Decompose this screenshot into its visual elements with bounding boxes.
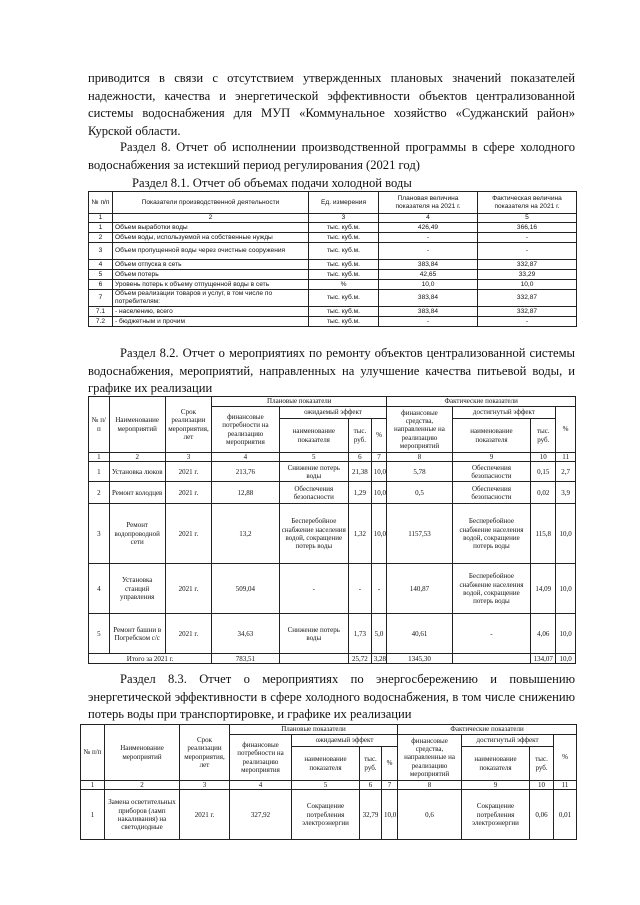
col-header-pct: %	[371, 419, 387, 453]
table-row	[89, 270, 577, 280]
row-rub-fact: 0,06	[530, 790, 554, 840]
table-row	[89, 233, 577, 243]
row-name: Ремонт водопроводной сети	[109, 504, 165, 564]
table-row	[89, 223, 577, 233]
col-header-indicator: наименование показателя	[452, 419, 531, 453]
row-no: 1	[89, 462, 110, 482]
col-header-plan: Плановая величина показателя на 2021 г.	[379, 192, 478, 214]
row-term: 2021 г.	[165, 614, 212, 654]
col-number: 3	[309, 214, 379, 223]
col-header-fin-plan: финансовые потребности на реализацию мероприятия	[230, 735, 292, 781]
row-no: 2	[89, 482, 110, 504]
col-number: 3	[180, 781, 230, 790]
col-header-indicator: наименование показателя	[292, 747, 360, 781]
row-unit: тыс. куб.м.	[309, 223, 379, 233]
row-indicator-fact: Обеспечения безопасности	[452, 462, 531, 482]
table-row	[89, 482, 576, 504]
col-header-rub: тыс. руб.	[530, 747, 554, 781]
row-pct-fact: 10,0	[556, 504, 576, 564]
col-header-pct: %	[382, 747, 398, 781]
col-header-fin-fact: финансовые средства, направленные на реализацию мероприятий	[387, 407, 452, 453]
row-no: 4	[89, 260, 113, 270]
table-row	[89, 564, 576, 614]
row-name: Объем воды, используемой на собственные нужды	[113, 233, 309, 243]
row-fin: 13,2	[212, 504, 279, 564]
row-rub-fact: 115,8	[531, 504, 556, 564]
row-pct-fact: 3,9	[556, 482, 576, 504]
row-unit: тыс. куб.м.	[309, 270, 379, 280]
row-unit: %	[309, 280, 379, 290]
row-indicator-fact: Бесперебойное снабжение населения водой, сокращение потерь воды	[452, 564, 531, 614]
row-fact: 33,29	[478, 270, 577, 280]
col-header-fact: Фактические показатели	[398, 725, 577, 735]
row-rub: 1,32	[349, 504, 372, 564]
row-fact: -	[478, 233, 577, 243]
table-water-volumes	[88, 191, 577, 327]
row-no: 3	[89, 243, 113, 260]
row-rub-fact: 0,02	[531, 482, 556, 504]
col-header-indicator: наименование показателя	[279, 419, 348, 453]
row-indicator: Обеспечения безопасности	[279, 482, 348, 504]
col-header-fact: Фактические показатели	[387, 397, 576, 407]
col-number: 1	[89, 214, 113, 223]
row-fin-fact: 0,6	[398, 790, 462, 840]
row-name: Установка станций управления	[109, 564, 165, 614]
row-fact: 332,87	[478, 307, 577, 317]
row-rub-fact: 14,09	[531, 564, 556, 614]
col-number: 7	[371, 453, 387, 462]
col-number: 2	[113, 214, 309, 223]
row-term: 2021 г.	[180, 790, 230, 840]
col-header-no: № п/п	[89, 397, 110, 453]
section-8-2-heading: Раздел 8.2. Отчет о мероприятиях по ремонту объектов централизованной системы водоснабжения, мероприятий, направленных на улучшение качества питьевой воды, и графике их реализации	[88, 346, 575, 395]
col-header-fin-fact: финансовые средства, направленные на реализацию мероприятий	[398, 735, 462, 781]
col-header-expected: ожидаемый эффект	[279, 407, 387, 419]
col-header-name: Наименование мероприятий	[105, 725, 180, 781]
table-row	[89, 243, 577, 260]
row-rub-fact: 4,06	[531, 614, 556, 654]
col-header-term: Срок реализации мероприятия, лет	[180, 725, 230, 781]
row-indicator-fact: Сокращение потребления электроэнергии	[462, 790, 530, 840]
total-pct: 3,28	[371, 654, 387, 664]
col-number: 5	[292, 781, 360, 790]
total-fin-fact: 1345,30	[387, 654, 452, 664]
row-fact: 10,0	[478, 280, 577, 290]
row-plan: -	[379, 243, 478, 260]
total-empty	[279, 654, 348, 664]
col-header-rub: тыс. руб.	[531, 419, 556, 453]
col-number: 4	[212, 453, 279, 462]
row-indicator-fact: -	[452, 614, 531, 654]
row-no: 7.2	[89, 317, 113, 327]
row-plan: 426,49	[379, 223, 478, 233]
row-fin-fact: 40,61	[387, 614, 452, 654]
table-row	[89, 317, 577, 327]
row-fact: 366,16	[478, 223, 577, 233]
row-fact: -	[478, 243, 577, 260]
col-number: 10	[530, 781, 554, 790]
col-header-no: № п/п	[89, 192, 113, 214]
row-pct: 5,0	[371, 614, 387, 654]
row-rub: 1,29	[349, 482, 372, 504]
total-pct-fact: 10,0	[556, 654, 576, 664]
col-header-fact: Фактическая величина показателя на 2021 г.	[478, 192, 577, 214]
table-total-row	[89, 654, 576, 664]
row-indicator-fact: Бесперебойное снабжение населения водой, сокращение потерь воды	[452, 504, 531, 564]
row-term: 2021 г.	[165, 504, 212, 564]
col-number: 9	[452, 453, 531, 462]
col-header-fin-plan: финансовые потребности на реализацию мероприятия	[212, 407, 279, 453]
total-empty	[452, 654, 531, 664]
row-fin: 12,88	[212, 482, 279, 504]
col-number: 11	[554, 781, 577, 790]
col-number: 4	[230, 781, 292, 790]
row-fin: 327,92	[230, 790, 292, 840]
row-pct-fact: 10,0	[556, 614, 576, 654]
row-pct: 10,0	[371, 462, 387, 482]
col-number: 2	[105, 781, 180, 790]
col-number: 6	[360, 781, 382, 790]
col-header-term: Срок реализации мероприятия, лет	[165, 397, 212, 453]
total-rub-fact: 134,07	[531, 654, 556, 664]
row-unit: тыс. куб.м.	[309, 290, 379, 307]
row-term: 2021 г.	[165, 482, 212, 504]
row-unit: тыс. куб.м.	[309, 233, 379, 243]
table-row	[89, 614, 576, 654]
col-header-expected: ожидаемый эффект	[292, 735, 398, 747]
row-no: 1	[81, 790, 105, 840]
intro-paragraph: приводится в связи с отсутствием утвержденных плановых значений показателей надежности, качества и энергетической эффективности объектов централизованной системы водоснабжения для МУП «Коммунальное хозяйство «Суджанский район» Курской области.	[88, 71, 575, 138]
table-row	[89, 290, 577, 307]
row-fact: -	[478, 317, 577, 327]
row-term: 2021 г.	[165, 564, 212, 614]
table-row	[81, 790, 577, 840]
row-fin-fact: 1157,53	[387, 504, 452, 564]
row-unit: тыс. куб.м.	[309, 307, 379, 317]
row-name: Объем потерь	[113, 270, 309, 280]
col-number: 2	[109, 453, 165, 462]
row-no: 3	[89, 504, 110, 564]
col-header-unit: Ед. измерения	[309, 192, 379, 214]
row-plan: 383,84	[379, 260, 478, 270]
row-unit: тыс. куб.м.	[309, 317, 379, 327]
row-fin: 213,76	[212, 462, 279, 482]
table-row	[89, 280, 577, 290]
table-row	[89, 307, 577, 317]
col-number: 3	[165, 453, 212, 462]
row-no: 1	[89, 223, 113, 233]
row-plan: -	[379, 233, 478, 243]
row-unit: тыс. куб.м.	[309, 243, 379, 260]
row-name: Замена осветительных приборов (ламп накаливания) на светодиодные	[105, 790, 180, 840]
row-name: Объем отпуска в сеть	[113, 260, 309, 270]
col-header-pct: %	[554, 735, 577, 781]
col-number: 9	[462, 781, 530, 790]
row-name: - населению, всего	[113, 307, 309, 317]
col-header-indicator: Показатели производственной деятельности	[113, 192, 309, 214]
col-header-achieved: достигнутый эффект	[462, 735, 554, 747]
row-no: 2	[89, 233, 113, 243]
section-8-heading: Раздел 8. Отчет об исполнении производственной программы в сфере холодного водоснабжения за истекший период регулирования (2021 год)	[88, 140, 575, 172]
col-header-plan: Плановые показатели	[230, 725, 398, 735]
row-no: 6	[89, 280, 113, 290]
row-indicator: Снижение потерь воды	[279, 462, 348, 482]
col-number: 11	[556, 453, 576, 462]
row-name: Объем реализации товаров и услуг, в том числе по потребителям:	[113, 290, 309, 307]
row-name: Объем пропущенной воды через очистные сооружения	[113, 243, 309, 260]
row-pct-fact: 10,0	[556, 564, 576, 614]
col-header-rub: тыс. руб.	[360, 747, 382, 781]
row-name: Установка люков	[109, 462, 165, 482]
row-plan: 42,65	[379, 270, 478, 280]
col-number: 5	[279, 453, 348, 462]
row-indicator: Снижение потерь воды	[279, 614, 348, 654]
row-rub: -	[349, 564, 372, 614]
total-label: Итого за 2021 г.	[89, 654, 212, 664]
row-indicator: Сокращение потребления электроэнергии	[292, 790, 360, 840]
row-indicator: Бесперебойное снабжение населения водой, сокращение потерь воды	[279, 504, 348, 564]
row-name: Уровень потерь к объему отпущенной воды в сеть	[113, 280, 309, 290]
col-header-achieved: достигнутый эффект	[452, 407, 556, 419]
row-plan: 383,84	[379, 307, 478, 317]
table-row	[89, 462, 576, 482]
row-fin-fact: 140,87	[387, 564, 452, 614]
row-plan: 383,84	[379, 290, 478, 307]
row-pct: 10,0	[371, 504, 387, 564]
row-term: 2021 г.	[165, 462, 212, 482]
row-fact: 332,87	[478, 290, 577, 307]
row-pct: 10,0	[371, 482, 387, 504]
row-indicator: -	[279, 564, 348, 614]
col-header-rub: тыс. руб.	[349, 419, 372, 453]
row-no: 4	[89, 564, 110, 614]
col-number: 10	[531, 453, 556, 462]
row-name: Ремонт колодцев	[109, 482, 165, 504]
total-fin: 783,51	[212, 654, 279, 664]
col-number: 4	[379, 214, 478, 223]
row-rub: 1,73	[349, 614, 372, 654]
col-number: 5	[478, 214, 577, 223]
col-header-no: № п/п	[81, 725, 105, 781]
row-pct: -	[371, 564, 387, 614]
row-plan: 10,0	[379, 280, 478, 290]
row-rub-fact: 0,15	[531, 462, 556, 482]
row-no: 5	[89, 614, 110, 654]
row-no: 7	[89, 290, 113, 307]
row-pct: 10,0	[382, 790, 398, 840]
row-no: 5	[89, 270, 113, 280]
row-fin-fact: 0,5	[387, 482, 452, 504]
col-header-indicator: наименование показателя	[462, 747, 530, 781]
col-number: 8	[398, 781, 462, 790]
row-unit: тыс. куб.м.	[309, 260, 379, 270]
row-fin: 34,63	[212, 614, 279, 654]
col-number: 8	[387, 453, 452, 462]
row-no: 7.1	[89, 307, 113, 317]
row-plan: -	[379, 317, 478, 327]
col-header-name: Наименование мероприятий	[109, 397, 165, 453]
row-rub: 21,38	[349, 462, 372, 482]
col-number: 7	[382, 781, 398, 790]
row-name: Ремонт башни в Погребском с/с	[109, 614, 165, 654]
table-repair-measures	[88, 396, 576, 664]
table-row	[89, 260, 577, 270]
col-number: 6	[349, 453, 372, 462]
total-rub: 25,72	[349, 654, 372, 664]
col-number: 1	[89, 453, 110, 462]
row-rub: 32,79	[360, 790, 382, 840]
row-fact: 332,87	[478, 260, 577, 270]
row-fin-fact: 5,78	[387, 462, 452, 482]
table-energy-saving-measures	[80, 724, 577, 840]
col-number: 1	[81, 781, 105, 790]
section-8-1-heading: Раздел 8.1. Отчет об объемах подачи холодной воды	[132, 176, 412, 190]
row-fin: 509,04	[212, 564, 279, 614]
section-8-3-heading: Раздел 8.3. Отчет о мероприятиях по энергосбережению и повышению энергетической эффективности в сфере холодного водоснабжения, в том числе снижению потерь воды при транспортировке, и графике их реализации	[88, 672, 575, 721]
row-name: Объем выработки воды	[113, 223, 309, 233]
table-row	[89, 504, 576, 564]
col-header-plan: Плановые показатели	[212, 397, 387, 407]
row-pct-fact: 2,7	[556, 462, 576, 482]
row-name: - бюджетным и прочим	[113, 317, 309, 327]
row-pct-fact: 0,01	[554, 790, 577, 840]
col-header-pct: %	[556, 407, 576, 453]
row-indicator-fact: Обеспечения безопасности	[452, 482, 531, 504]
